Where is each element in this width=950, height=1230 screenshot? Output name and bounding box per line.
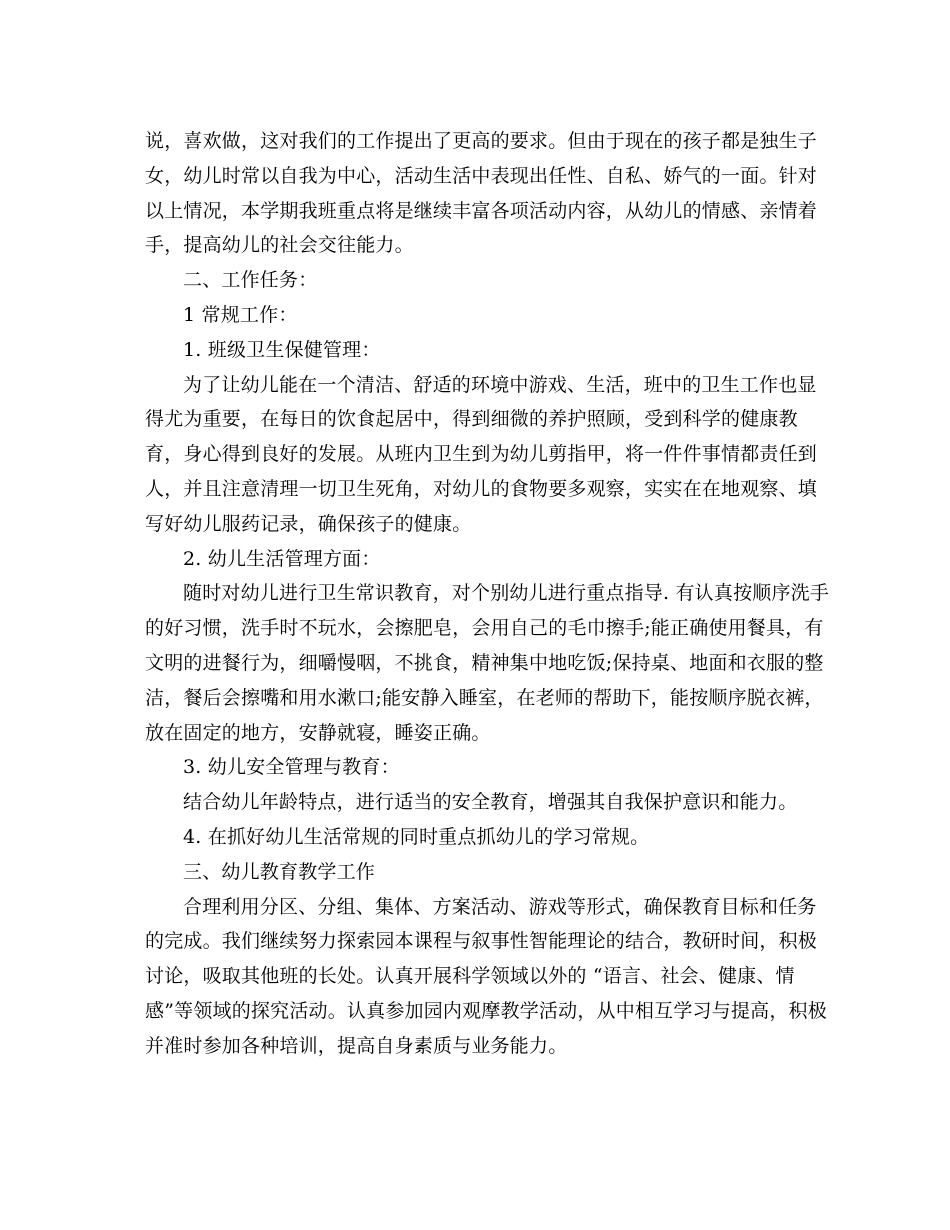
- text-line: 手，提高幼儿的社会交往能力。: [145, 234, 414, 257]
- text-line: 并准时参加各种培训，提高自身素质与业务能力。: [145, 1034, 568, 1057]
- text-line: 3. 幼儿安全管理与教育：: [183, 756, 400, 779]
- text-line: 的完成。我们继续努力探索园本课程与叙事性智能理论的结合，教研时间，积极: [145, 930, 818, 953]
- text-line: 为了让幼儿能在一个清洁、舒适的环境中游戏、生活，班中的卫生工作也显: [183, 373, 817, 396]
- text-line: 1. 班级卫生保健管理：: [183, 338, 381, 361]
- text-line: 讨论，吸取其他班的长处。认真开展科学领域以外的 “语言、社会、健康、情: [145, 965, 795, 988]
- text-line: 结合幼儿年龄特点，进行适当的安全教育，增强其自我保护意识和能力。: [183, 791, 798, 814]
- text-line: 放在固定的地方，安静就寝，睡姿正确。: [145, 721, 491, 744]
- text-line: 感”等领域的探究活动。认真参加园内观摩教学活动，从中相互学习与提高，积极: [145, 999, 827, 1022]
- text-line: 2. 幼儿生活管理方面：: [183, 547, 381, 570]
- text-line: 以上情况，本学期我班重点将是继续丰富各项活动内容，从幼儿的情感、亲情着: [145, 199, 818, 222]
- document-body: [145, 124, 830, 1064]
- text-line: 育，身心得到良好的发展。从班内卫生到为幼儿剪指甲，将一件件事情都责任到: [145, 443, 818, 466]
- text-line: 1 常规工作：: [183, 303, 298, 326]
- text-line: 二、工作任务：: [183, 269, 318, 292]
- text-line: 人，并且注意清理一切卫生死角，对幼儿的食物要多观察，实实在在地观察、填: [145, 477, 818, 500]
- text-line: 4. 在抓好幼儿生活常规的同时重点抓幼儿的学习常规。: [183, 825, 650, 848]
- text-line: 随时对幼儿进行卫生常识教育，对个别幼儿进行重点指导. 有认真按顺序洗手: [183, 582, 830, 605]
- text-line: 得尤为重要，在每日的饮食起居中，得到细微的养护照顾，受到科学的健康教: [145, 408, 798, 431]
- text-line: 合理利用分区、分组、集体、方案活动、游戏等形式，确保教育目标和任务: [183, 895, 817, 918]
- text-line: 说，喜欢做，这对我们的工作提出了更高的要求。但由于现在的孩子都是独生子: [145, 130, 818, 152]
- text-line: 的好习惯，洗手时不玩水，会擦肥皂，会用自己的毛巾擦手;能正确使用餐具，有: [145, 617, 824, 640]
- text-line: 写好幼儿服药记录，确保孩子的健康。: [145, 512, 472, 535]
- text-line: 文明的进餐行为，细嚼慢咽，不挑食，精神集中地吃饭;保持桌、地面和衣服的整: [145, 651, 824, 674]
- text-line: 女，幼儿时常以自我为中心，活动生活中表现出任性、自私、娇气的一面。针对: [145, 164, 818, 187]
- text-line: 洁，餐后会擦嘴和用水漱口;能安静入睡室，在老师的帮助下，能按顺序脱衣裤，: [145, 686, 824, 709]
- text-line: 三、幼儿教育教学工作: [183, 860, 376, 883]
